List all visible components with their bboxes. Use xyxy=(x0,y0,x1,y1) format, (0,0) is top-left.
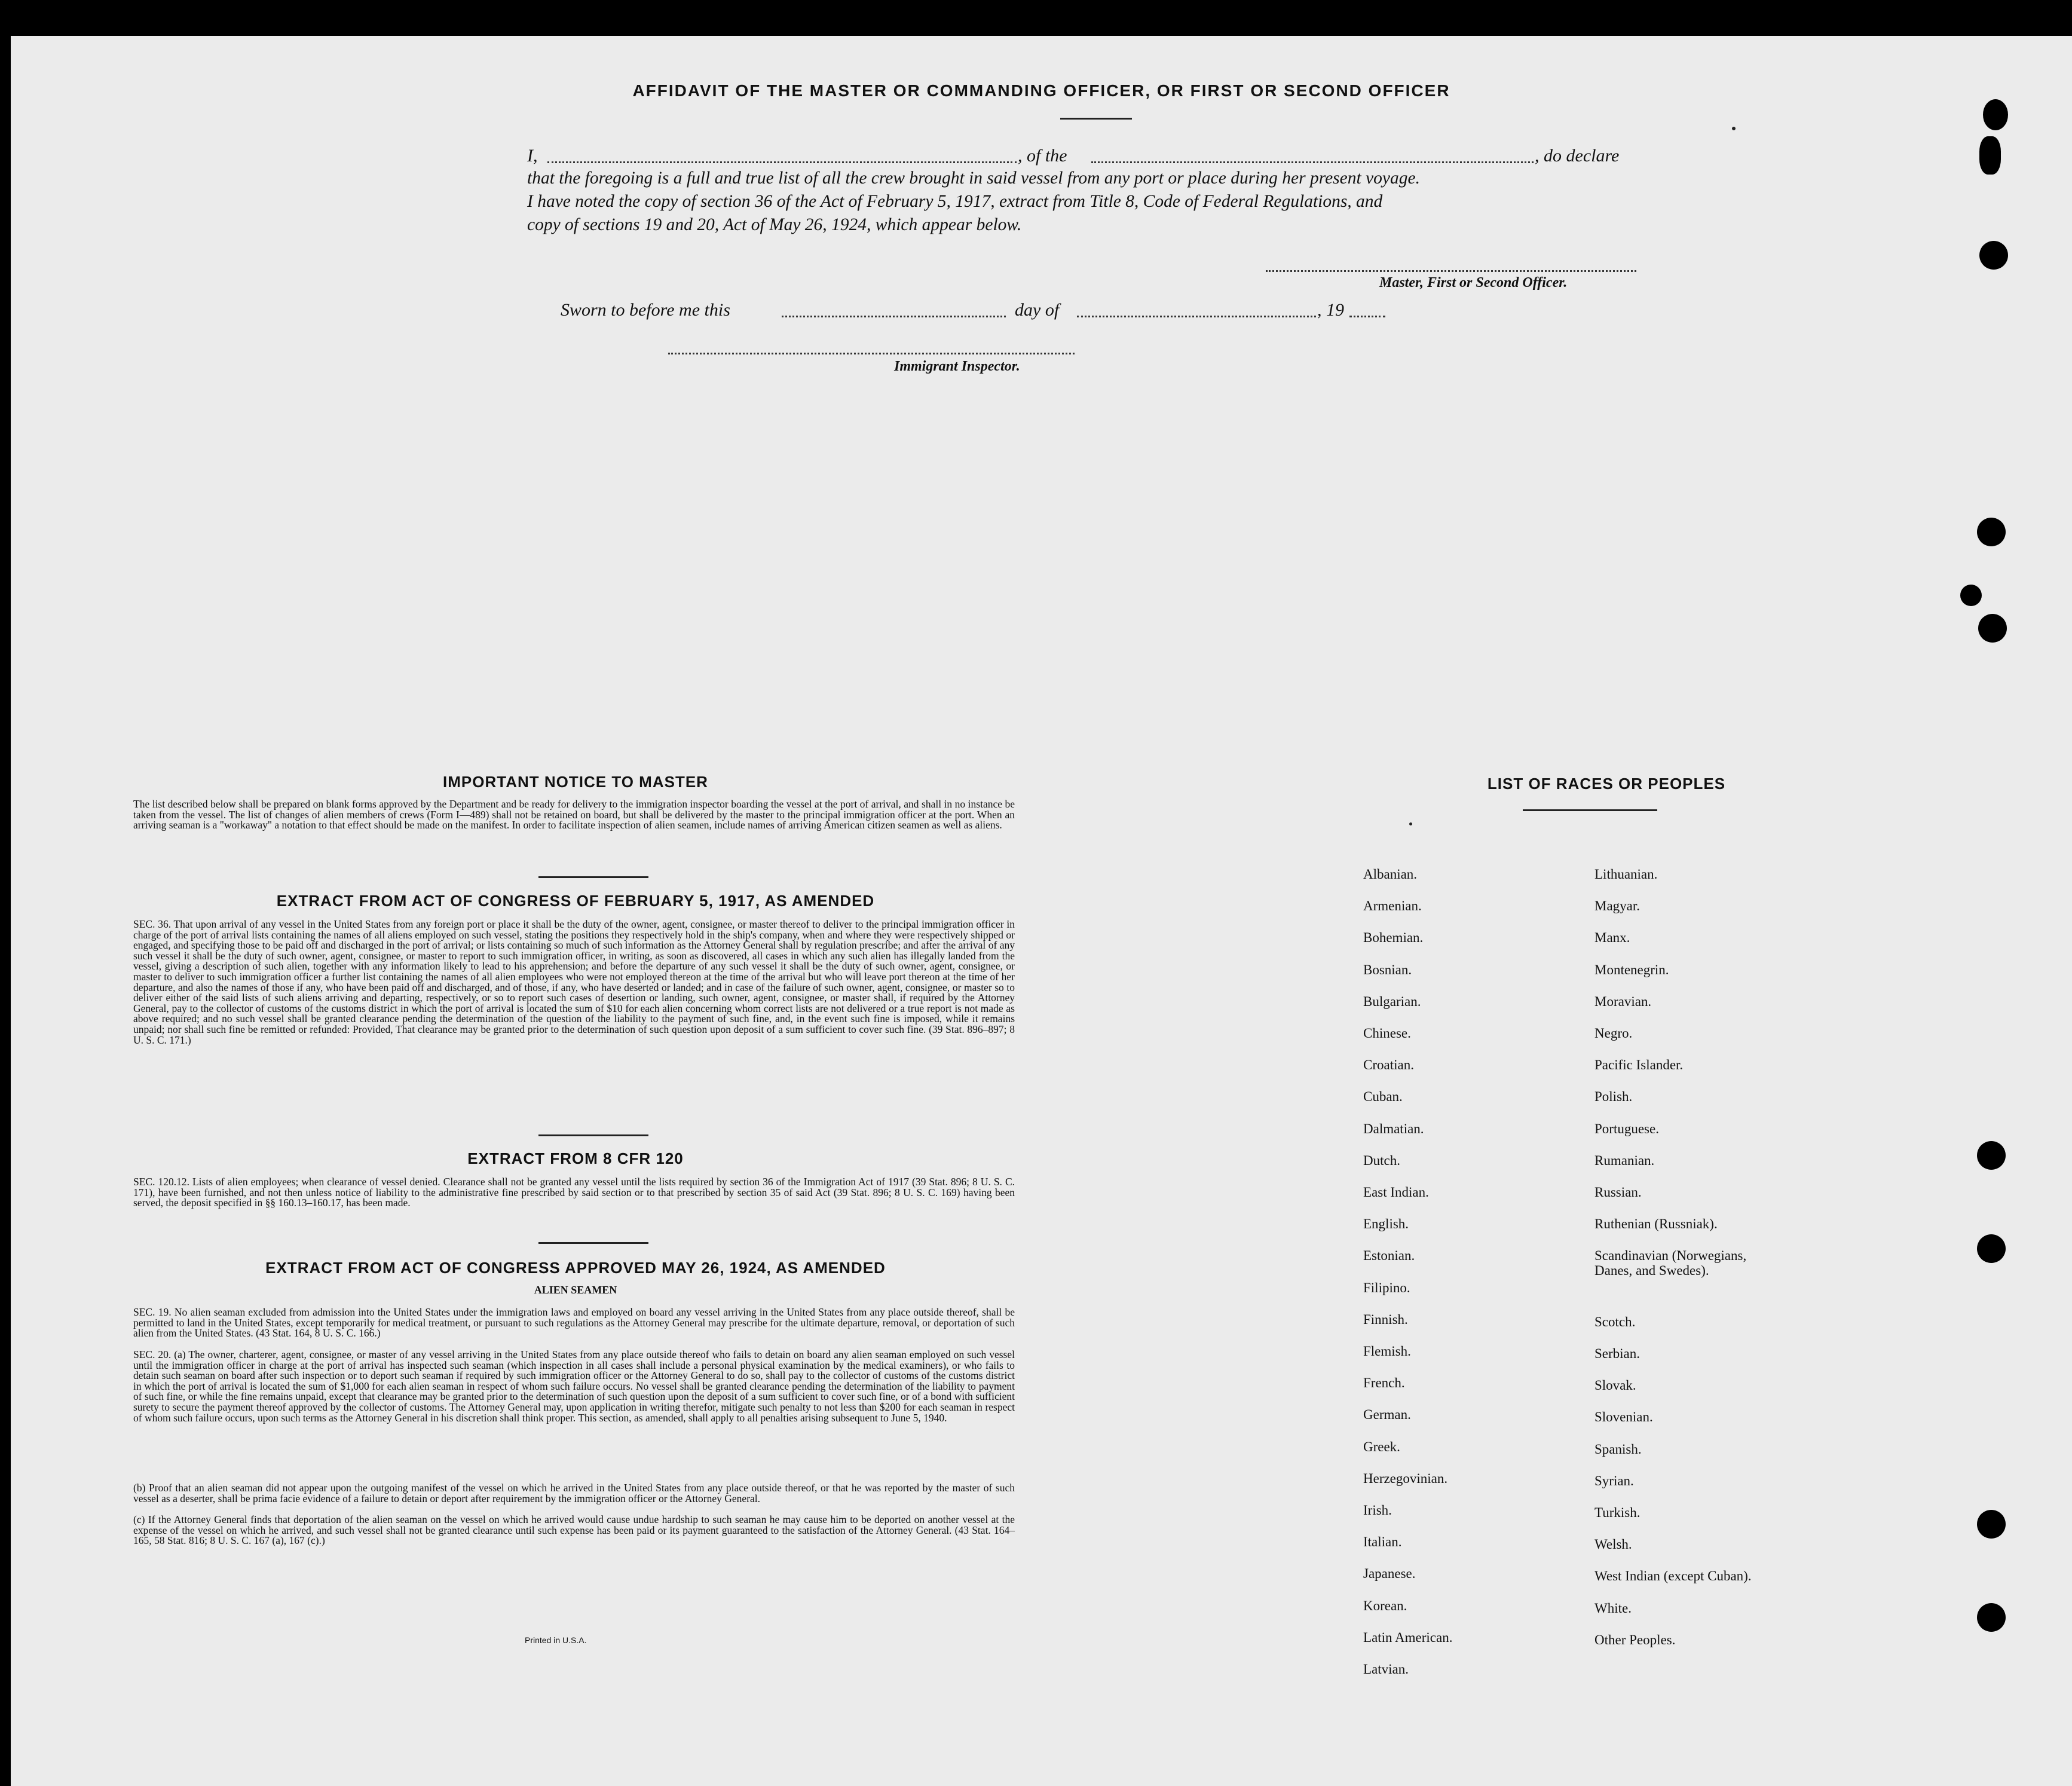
race-item: Negro. xyxy=(1594,1026,1633,1041)
race-item: Finnish. xyxy=(1363,1311,1408,1327)
races-rule xyxy=(1523,809,1657,811)
signature-label: Master, First or Second Officer. xyxy=(1379,275,1568,290)
race-item: Armenian. xyxy=(1363,898,1422,914)
inspector-label: Immigrant Inspector. xyxy=(894,359,1020,374)
sworn-month-field[interactable] xyxy=(1077,316,1316,317)
punch-hole xyxy=(1977,1603,2006,1632)
race-item: Dutch. xyxy=(1363,1152,1400,1168)
race-item: Bosnian. xyxy=(1363,962,1412,977)
affidavit-declare: , do declare xyxy=(1535,146,1620,166)
extract1924-sec20a: SEC. 20. (a) The owner, charterer, agent, consignee, or master of any vessel arriving in the United States from any place outside thereof who fails to detain on board any alien seaman employed on such vessel until the immigration officer in charge at the port of arrival has inspected such seaman (which inspection in all cases shall include a personal physical examination by the medical examiners), or who fails to detain such seaman on board after such inspection or to deport such seaman if required by such immigration officer or the Attorney General to do so, shall pay to the collector of customs of the customs district in which the port of arrival is located the sum of $1,000 for each alien seaman in respect of whom such failure occurs. No vessel shall be granted clearance pending the determination of the liability to payment of such fine, or while the fine remains unpaid, except that clearance may be granted prior to the determination of such question upon the deposit of a sum sufficient to cover such fine, or of a bond with sufficient surety to secure the payment thereof approved by the collector of customs. The Attorney General may, upon application in writing therefor, mitigate such penalty to not less than $200 for each seaman in respect of whom such failure occurs, upon such terms as the Attorney General in his discretion shall think proper. This section, as amended, shall apply to all penalties arising subsequent to June 5, 1940. xyxy=(133,1348,1015,1424)
punch-hole xyxy=(1977,1141,2006,1170)
race-item: Ruthenian (Russniak). xyxy=(1594,1216,1718,1232)
extract1924-sec20b: (b) Proof that an alien seaman did not appear upon the outgoing manifest of the vessel on which he arrived in the United States from any place outside thereof, or that he was reported by the master of such vessel as a deserter, shall be prima facie evidence of a failure to detain or deport after requirement by the immigration officer or the Attorney General. xyxy=(133,1482,1015,1504)
race-item: Spanish. xyxy=(1594,1441,1642,1457)
race-item: East Indian. xyxy=(1363,1185,1429,1200)
title-rule xyxy=(1060,118,1132,120)
affidavit-title: AFFIDAVIT OF THE MASTER OR COMMANDING OFFICER, OR FIRST OR SECOND OFFICER xyxy=(632,81,1450,100)
race-item: Filipino. xyxy=(1363,1280,1410,1295)
race-item: Syrian. xyxy=(1594,1473,1634,1488)
speck xyxy=(1732,127,1736,130)
race-item: Albanian. xyxy=(1363,867,1418,882)
extract8cfr-body: SEC. 120.12. Lists of alien employees; when clearance of vessel denied. Clearance shall not be granted any vessel until the lists required by section 36 of the Immigration Act of 1917 (39 Stat. 896; 8 U. S. C. 171), have been furnished, and not then unless notice of liability to the administrative fine prescribed by said section or to that prescribed by section 35 of said Act (39 Stat. 896; 8 U. S. C. 169) having been served, the deposit specified in §§ 160.13–160.17, has been made. xyxy=(133,1176,1015,1209)
race-item: Latvian. xyxy=(1363,1662,1409,1677)
vessel-field[interactable] xyxy=(1091,161,1534,163)
race-item: Scotch. xyxy=(1594,1314,1636,1329)
race-item: Other Peoples. xyxy=(1594,1632,1676,1647)
race-item: Slovenian. xyxy=(1594,1409,1653,1425)
race-item: Croatian. xyxy=(1363,1057,1414,1073)
race-item: Bohemian. xyxy=(1363,930,1424,946)
extract1917-title: EXTRACT FROM ACT OF CONGRESS OF FEBRUARY 5, 1917, AS AMENDED xyxy=(276,892,875,910)
signature-field[interactable] xyxy=(1266,270,1636,272)
sworn-day-label: day of xyxy=(1015,300,1060,320)
race-item: Herzegovinian. xyxy=(1363,1470,1448,1486)
race-item: Pacific Islander. xyxy=(1594,1057,1684,1073)
sworn-prefix: Sworn to before me this xyxy=(561,300,730,320)
affidavit-line3: I have noted the copy of section 36 of the Act of February 5, 1917, extract from Title 8, Code of Federal Regulations, and xyxy=(527,192,1383,211)
extract1924-subtitle: ALIEN SEAMEN xyxy=(534,1284,617,1296)
form-page xyxy=(11,36,2072,1786)
sworn-year-field[interactable] xyxy=(1349,316,1385,317)
race-item: Serbian. xyxy=(1594,1346,1641,1361)
extract1917-body: SEC. 36. That upon arrival of any vessel in the United States from any foreign port or place it shall be the duty of the owner, agent, consignee, or master thereof to deliver to the principal immigration officer in charge of the port of arrival lists containing the names of all aliens employed on such vessel, stating the positions they respectively hold in the ship's company, when and where they were respectively shipped or engaged, and specifying those to be paid off and discharged in the port of arrival; or lists containing so much of such information as the Attorney General shall by regulation prescribe; and after the arrival of any such vessel it shall be the duty of such owner, agent, consignee, or master to report to such immigration officer, in writing, as soon as discovered, all cases in which any such alien has illegally landed from the vessel, giving a description of such alien, together with any information likely to lead to his apprehension; and before the departure of any such vessel it shall be the duty of such owner, agent, consignee, or master to deliver to such immigration officer a further list containing the names of all alien employees who were not employed thereon at the time of the arrival but who will leave port thereon at the time of her departure, and also the names of those if any, who have been paid off and discharged, and of those, if any, who have deserted or landed; and in case of the failure of such owner, agent, consignee, or master so to deliver either of the said lists of such aliens arriving and departing, respectively, or so to report such cases of desertion or landing, such owner, agent, consignee, or master shall, if required by the Attorney General, pay to the collector of customs of the customs district in which the port of arrival is located the sum of $10 for each alien concerning whom correct lists are not delivered or a true report is not made as above required; and no such vessel shall be granted clearance pending the determination of the question of the liability to the payment of such fine, and, in the event such fine is imposed, while it remains unpaid; nor shall such fine be remitted or refunded: Provided, That clearance may be granted prior to the determination of such question upon deposit of a sum sufficient to cover such fine. (39 Stat. 896–897; 8 U. S. C. 171.) xyxy=(133,918,1015,1046)
printed-in-usa: Printed in U.S.A. xyxy=(525,1635,587,1645)
race-item: Dalmatian. xyxy=(1363,1121,1424,1136)
punch-hole xyxy=(1977,1510,2006,1539)
race-item: West Indian (except Cuban). xyxy=(1594,1568,1752,1584)
notice-title: IMPORTANT NOTICE TO MASTER xyxy=(443,773,708,791)
affidavit-line2: that the foregoing is a full and true list of all the crew brought in said vessel from any port or place during her present voyage. xyxy=(527,169,1420,188)
affidavit-line4: copy of sections 19 and 20, Act of May 26, 1924, which appear below. xyxy=(527,215,1022,234)
race-item: Italian. xyxy=(1363,1534,1402,1550)
race-item: Greek. xyxy=(1363,1439,1400,1454)
punch-hole xyxy=(1960,585,1982,606)
race-item: Scandinavian (Norwegians, Danes, and Swedes). xyxy=(1594,1248,1747,1279)
punch-hole xyxy=(1978,614,2007,643)
race-item: French. xyxy=(1363,1375,1405,1391)
race-item: Cuban. xyxy=(1363,1089,1403,1105)
race-item: Irish. xyxy=(1363,1503,1392,1518)
race-item: Welsh. xyxy=(1594,1537,1632,1552)
race-item: Japanese. xyxy=(1363,1566,1416,1582)
race-item: White. xyxy=(1594,1600,1632,1616)
race-item: Manx. xyxy=(1594,930,1630,946)
race-item: Moravian. xyxy=(1594,993,1652,1009)
sworn-year-label: , 19 xyxy=(1317,300,1344,320)
race-item: Turkish. xyxy=(1594,1505,1641,1520)
race-item: Latin American. xyxy=(1363,1629,1453,1645)
race-item: Estonian. xyxy=(1363,1248,1415,1264)
race-item: Rumanian. xyxy=(1594,1152,1655,1168)
inspector-signature-field[interactable] xyxy=(668,353,1075,354)
race-item: Lithuanian. xyxy=(1594,867,1658,882)
punch-hole xyxy=(1979,241,2008,270)
extract8cfr-rule xyxy=(538,1242,648,1244)
race-item: Flemish. xyxy=(1363,1344,1411,1359)
race-item: Korean. xyxy=(1363,1598,1407,1613)
extract1924-sec20c: (c) If the Attorney General finds that deportation of the alien seaman on the vessel on which he arrived would cause undue hardship to such seaman he may cause him to be deported on another vessel at the expense of the vessel on which he arrived, and such vessel shall not be granted clearance until such expense has been paid or its payment guaranteed to the satisfaction of the Attorney General. (43 Stat. 164–165, 58 Stat. 816; 8 U. S. C. 167 (a), 167 (c).) xyxy=(133,1513,1015,1547)
notice-body: The list described below shall be prepared on blank forms approved by the Department and be ready for delivery to the immigration inspector boarding the vessel at the port of arrival, and shall in no instance be taken from the vessel. The list of changes of alien members of crews (Form I—489) shall not be retained on board, but shall be delivered by the master to the principal immigration officer at the port. When an arriving seaman is a "workaway" a notation to that effect should be made on the manifest. In order to facilitate inspection of alien seamen, include names of arriving American citizen seamen as well as aliens. xyxy=(133,798,1015,831)
notice-rule xyxy=(538,876,648,878)
race-item: Montenegrin. xyxy=(1594,962,1669,977)
punch-hole xyxy=(1983,99,2008,130)
punch-hole xyxy=(1977,518,2006,546)
punch-hole xyxy=(1979,136,2001,175)
race-item: Polish. xyxy=(1594,1089,1633,1105)
affidavit-i: I, xyxy=(527,146,538,166)
extract1924-title: EXTRACT FROM ACT OF CONGRESS APPROVED MAY 26, 1924, AS AMENDED xyxy=(265,1259,886,1277)
name-field[interactable] xyxy=(547,161,1017,163)
sworn-day-field[interactable] xyxy=(782,316,1006,317)
races-title: LIST OF RACES OR PEOPLES xyxy=(1487,775,1726,793)
speck xyxy=(1409,822,1412,825)
race-item: Bulgarian. xyxy=(1363,993,1421,1009)
race-item: Chinese. xyxy=(1363,1026,1411,1041)
race-item: German. xyxy=(1363,1407,1411,1423)
punch-hole xyxy=(1977,1234,2006,1263)
extract1924-sec19: SEC. 19. No alien seaman excluded from admission into the United States under the immigration laws and employed on board any vessel arriving in the United States from any place outside thereof, shall be permitted to land in the United States, except temporarily for medical treatment, or pursuant to such regulations as the Attorney General may prescribe for the ultimate departure, removal, or deportation of such alien from the United States. (43 Stat. 164, 8 U. S. C. 166.) xyxy=(133,1306,1015,1340)
race-item: English. xyxy=(1363,1216,1409,1232)
affidavit-of-the: , of the xyxy=(1018,146,1067,166)
extract1917-rule xyxy=(538,1134,648,1136)
race-item: Magyar. xyxy=(1594,898,1641,914)
extract8cfr-title: EXTRACT FROM 8 CFR 120 xyxy=(467,1149,684,1167)
race-item: Slovak. xyxy=(1594,1378,1636,1393)
race-item: Russian. xyxy=(1594,1185,1642,1200)
race-item: Portuguese. xyxy=(1594,1121,1659,1136)
